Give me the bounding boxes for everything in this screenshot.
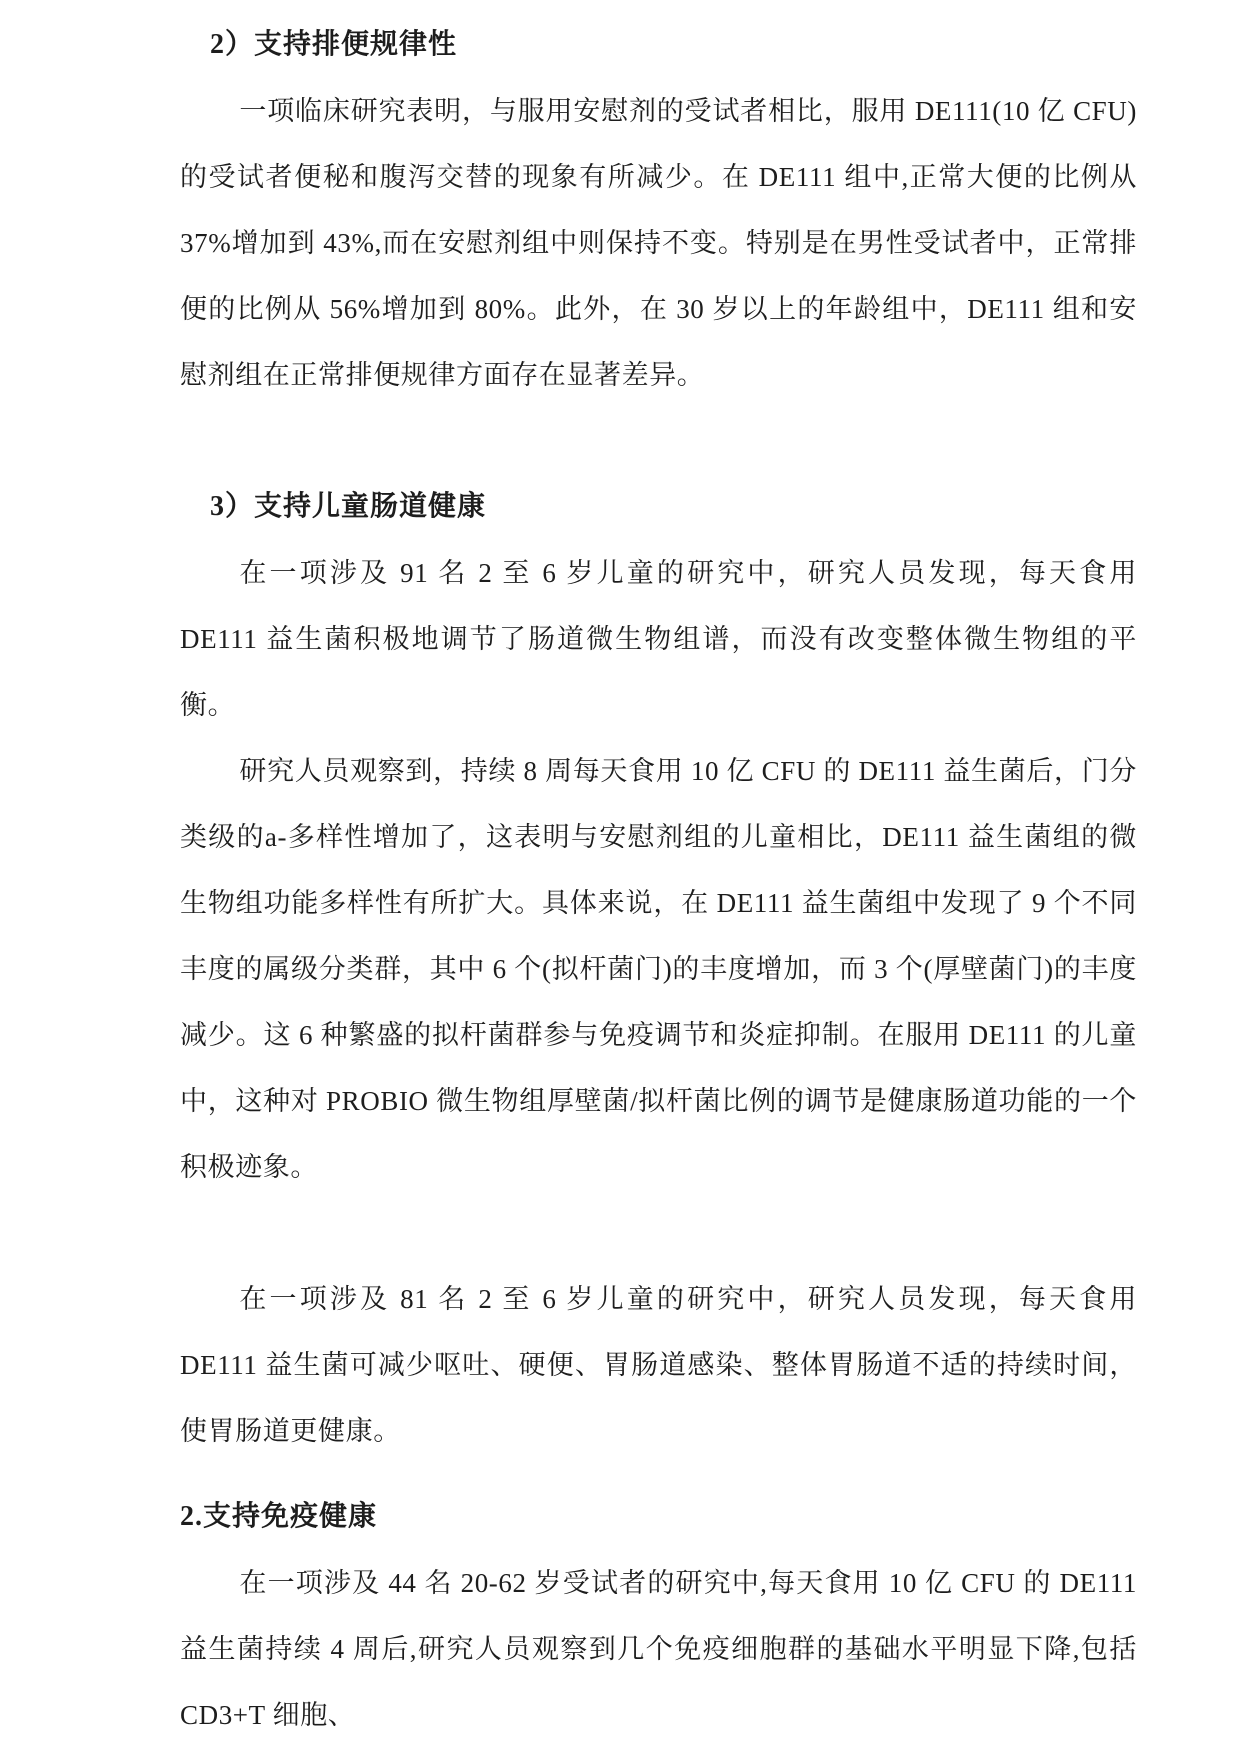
paragraph-children-microbiome-details: 研究人员观察到，持续 8 周每天食用 10 亿 CFU 的 DE111 益生菌后，门分类级的a-多样性增加了，这表明与安慰剂组的儿童相比，DE111 益生菌组的微生物组功能多样性有所扩大。具体来说，在 DE111 益生菌组中发现了 9 个不同丰度的属级分类群，其中 6 个(拟杆菌门)的丰度增加，而 3 个(厚壁菌门)的丰度减少。这 6 种繁盛的拟杆菌群参与免疫调节和炎症抑制。在服用 DE111 的儿童中，这种对 PROBIO 微生物组厚壁菌/拟杆菌比例的调节是健康肠道功能的一个积极迹象。 <box>180 756 1137 1182</box>
paragraph-children-study-81: 在一项涉及 81 名 2 至 6 岁儿童的研究中，研究人员发现，每天食用 DE111 益生菌可减少呕吐、硬便、胃肠道感染、整体胃肠道不适的持续时间，使胃肠道更健康。 <box>180 1284 1137 1446</box>
paragraph-immune-study-44: 在一项涉及 44 名 20-62 岁受试者的研究中,每天食用 10 亿 CFU 的 DE111 益生菌持续 4 周后,研究人员观察到几个免疫细胞群的基础水平明显下降,包括 CD3+T 细胞、 <box>180 1568 1137 1730</box>
section-heading-children-gut-health: 3）支持儿童肠道健康 <box>210 491 487 522</box>
paragraph-children-study-91: 在一项涉及 91 名 2 至 6 岁儿童的研究中，研究人员发现，每天食用 DE111 益生菌积极地调节了肠道微生物组谱，而没有改变整体微生物组的平衡。 <box>180 558 1137 720</box>
section-heading-immune-health: 2.支持免疫健康 <box>180 1501 378 1532</box>
paragraph-bowel-regularity-study: 一项临床研究表明，与服用安慰剂的受试者相比，服用 DE111(10 亿 CFU)的受试者便秘和腹泻交替的现象有所减少。在 DE111 组中,正常大便的比例从 37%增加到 43%,而在安慰剂组中则保持不变。特别是在男性受试者中，正常排便的比例从 56%增加到 80%。此外，在 30 岁以上的年龄组中，DE111 组和安慰剂组在正常排便规律方面存在显著差异。 <box>180 96 1137 390</box>
section-heading-bowel-regularity: 2）支持排便规律性 <box>210 29 458 60</box>
